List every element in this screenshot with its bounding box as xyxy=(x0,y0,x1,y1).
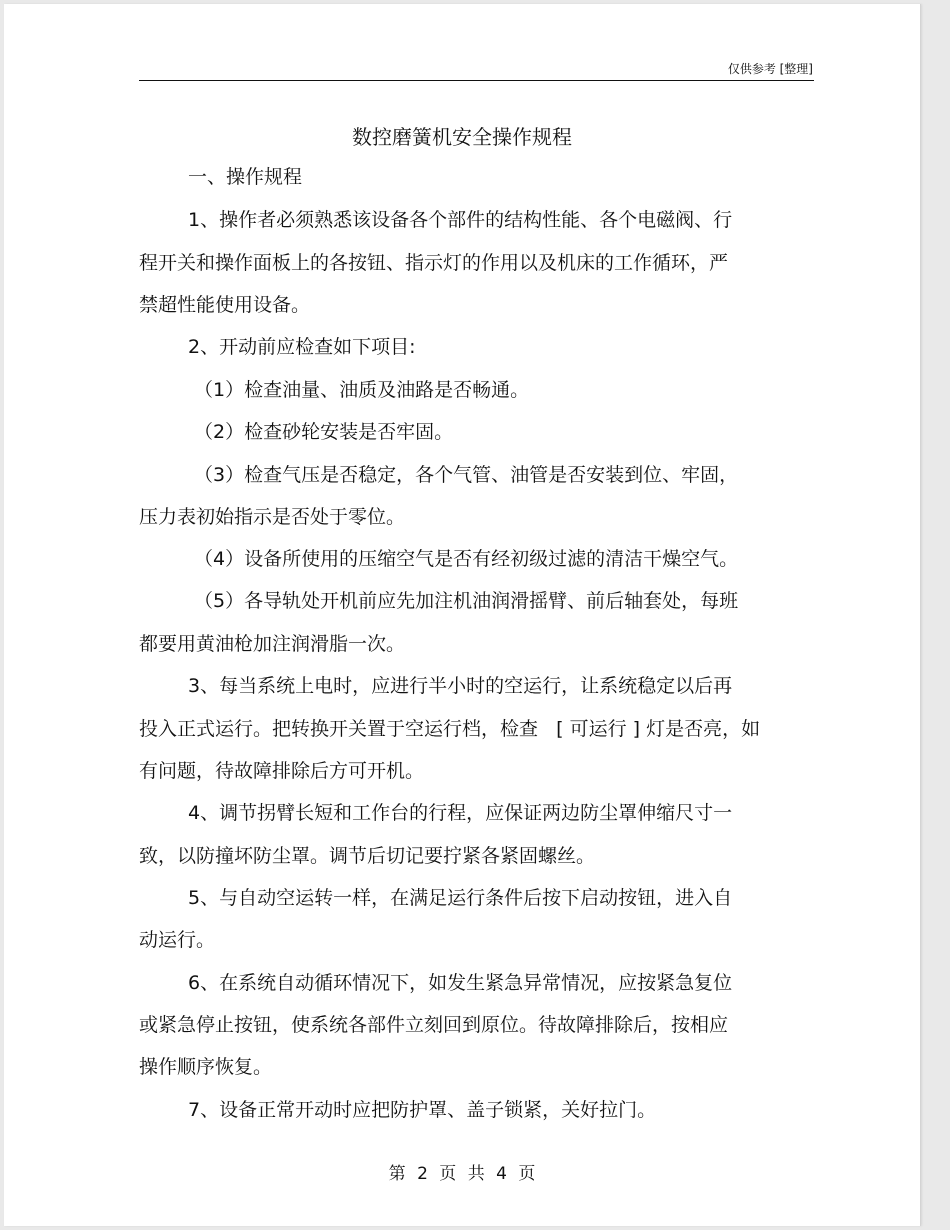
body-line: （2）检查砂轮安装是否牢固。 xyxy=(194,421,454,443)
document-title: 数控磨簧机安全操作规程 xyxy=(352,125,572,149)
body-line: （3）检查气压是否稳定，各个气管、油管是否安装到位、牢固， xyxy=(194,464,739,486)
body-line: 投入正式运行。把转换开关置于空运行档，检查 [ 可运行 ] 灯是否亮，如 xyxy=(139,718,761,740)
body-line: 3、每当系统上电时，应进行半小时的空运行，让系统稳定以后再 xyxy=(188,675,733,697)
document-body xyxy=(4,4,920,1226)
body-line: （4）设备所使用的压缩空气是否有经初级过滤的清洁干燥空气。 xyxy=(194,548,739,570)
body-line: 禁超性能使用设备。 xyxy=(139,294,311,316)
body-line: 操作顺序恢复。 xyxy=(139,1056,273,1078)
body-line: 或紧急停止按钮，使系统各部件立刻回到原位。待故障排除后，按相应 xyxy=(139,1014,729,1036)
document-page xyxy=(4,4,921,1226)
body-line: 7、设备正常开动时应把防护罩、盖子锁紧，关好拉门。 xyxy=(188,1099,657,1121)
body-line: （5）各导轨处开机前应先加注机油润滑摇臂、前后轴套处，每班 xyxy=(194,590,739,612)
body-line: 6、在系统自动循环情况下，如发生紧急异常情况，应按紧急复位 xyxy=(188,972,733,994)
body-line: 压力表初始指示是否处于零位。 xyxy=(139,506,406,528)
body-line: 2、开动前应检查如下项目: xyxy=(188,336,416,358)
body-line: 致，以防撞坏防尘罩。调节后切记要拧紧各紧固螺丝。 xyxy=(139,845,596,867)
body-line: 程开关和操作面板上的各按钮、指示灯的作用以及机床的工作循环，严 xyxy=(139,252,729,274)
body-line: 1、操作者必须熟悉该设备各个部件的结构性能、各个电磁阀、行 xyxy=(188,209,733,231)
body-line: （1）检查油量、油质及油路是否畅通。 xyxy=(194,379,530,401)
body-line: 5、与自动空运转一样，在满足运行条件后按下启动按钮，进入自 xyxy=(188,887,733,909)
section-heading: 一、操作规程 xyxy=(188,166,303,188)
body-line: 动运行。 xyxy=(139,929,216,951)
body-line: 4、调节拐臂长短和工作台的行程，应保证两边防尘罩伸缩尺寸一 xyxy=(188,802,733,824)
body-line: 有问题，待故障排除后方可开机。 xyxy=(139,760,425,782)
header-note: 仅供参考 [整理] xyxy=(727,62,813,76)
page-number: 第 2 页 共 4 页 xyxy=(388,1164,536,1184)
body-line: 都要用黄油枪加注润滑脂一次。 xyxy=(139,633,406,655)
